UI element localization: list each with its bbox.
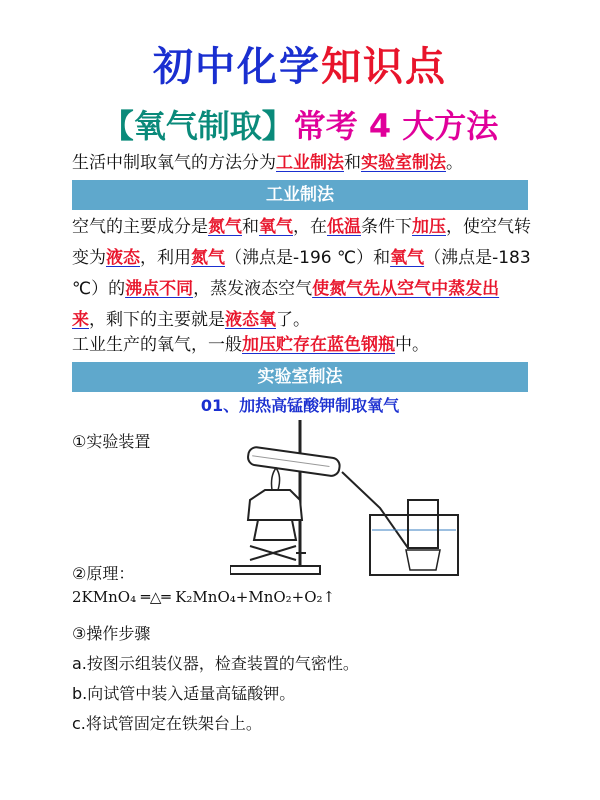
industrial-p1-text: ，蒸发液态空气 [193, 279, 313, 299]
steps-title: ③操作步骤 [72, 624, 151, 643]
industrial-p1-keyword: 液态 [106, 248, 140, 268]
industrial-p1-text: ，在 [293, 217, 327, 237]
stand-base [230, 566, 320, 574]
intro-post: 。 [446, 153, 463, 173]
step-c: c.将试管固定在铁架台上。 [72, 714, 262, 733]
alcohol-lamp [248, 490, 302, 520]
apparatus-diagram [230, 420, 470, 580]
principle-label: ②原理： [72, 564, 135, 583]
industrial-p1-keyword: 氧气 [259, 217, 293, 237]
industrial-p1-keyword: 低温 [327, 217, 361, 237]
industrial-paragraph-2 [72, 330, 532, 361]
industrial-p1-text: 空气的主要成分是 [72, 217, 208, 237]
industrial-p1-text: ，使空气转变为 [72, 217, 531, 268]
title-part1: 初中化学 [153, 44, 321, 90]
industrial-p2-keyword: 加压贮存在蓝色钢瓶 [242, 335, 395, 355]
industrial-p1-text: （沸点是-196 ℃）和 [225, 248, 391, 268]
water-trough [370, 515, 458, 575]
industrial-p1-keyword: 液态氧 [225, 310, 276, 330]
apparatus-label: ①实验装置 [72, 432, 151, 451]
industrial-p1-text: 和 [242, 217, 259, 237]
test-tube [247, 446, 341, 477]
intro-mid: 和 [344, 153, 361, 173]
subtitle-rest: 常考 4 大方法 [293, 107, 499, 145]
section-bar-lab: 实验室制法 [72, 362, 528, 392]
industrial-p1-keyword: 沸点不同 [125, 279, 194, 299]
method-1-heading: 01、加热高锰酸钾制取氧气 [200, 396, 400, 415]
industrial-p1-text: （沸点是-183 ℃）的 [72, 248, 531, 299]
intro-kw1: 工业制法 [276, 153, 344, 173]
delivery-tube [342, 472, 408, 548]
industrial-paragraph-1 [72, 212, 532, 336]
industrial-p1-keyword: 氧气 [390, 248, 425, 268]
subtitle-bracket-close: 】 [261, 107, 294, 145]
intro-paragraph [72, 148, 532, 179]
industrial-p1-keyword: 加压 [412, 217, 446, 237]
industrial-p1-keyword: 氮气 [191, 248, 225, 268]
collecting-bottle [408, 500, 438, 548]
page-subtitle [0, 104, 600, 148]
step-b: b.向试管中装入适量高锰酸钾。 [72, 684, 296, 703]
industrial-p1-keyword: 氮气 [208, 217, 242, 237]
reaction-equation: 2KMnO₄ ═△═ K₂MnO₄+MnO₂+O₂↑ [72, 588, 336, 606]
section-bar-industrial: 工业制法 [72, 180, 528, 210]
flame [272, 468, 280, 490]
industrial-p1-text: ，剩下的主要就是 [89, 310, 225, 330]
industrial-p1-text: 条件下 [361, 217, 412, 237]
intro-pre: 生活中制取氧气的方法分为 [72, 153, 276, 173]
step-a: a.按图示组装仪器，检查装置的气密性。 [72, 654, 359, 673]
industrial-p1-text: 了。 [276, 310, 310, 330]
industrial-p2-text: 工业生产的氧气，一般 [72, 335, 242, 355]
title-part2: 知识点 [321, 44, 447, 90]
subtitle-bracket-open: 【 [101, 107, 134, 145]
industrial-p1-text: ，利用 [140, 248, 191, 268]
subtitle-topic: 氧气制取 [133, 107, 262, 145]
intro-kw2: 实验室制法 [361, 153, 446, 173]
industrial-p1-keyword: 使氮气先从空气中蒸发出来 [72, 279, 500, 330]
page-title [0, 42, 600, 92]
industrial-p2-text: 中。 [395, 335, 429, 355]
